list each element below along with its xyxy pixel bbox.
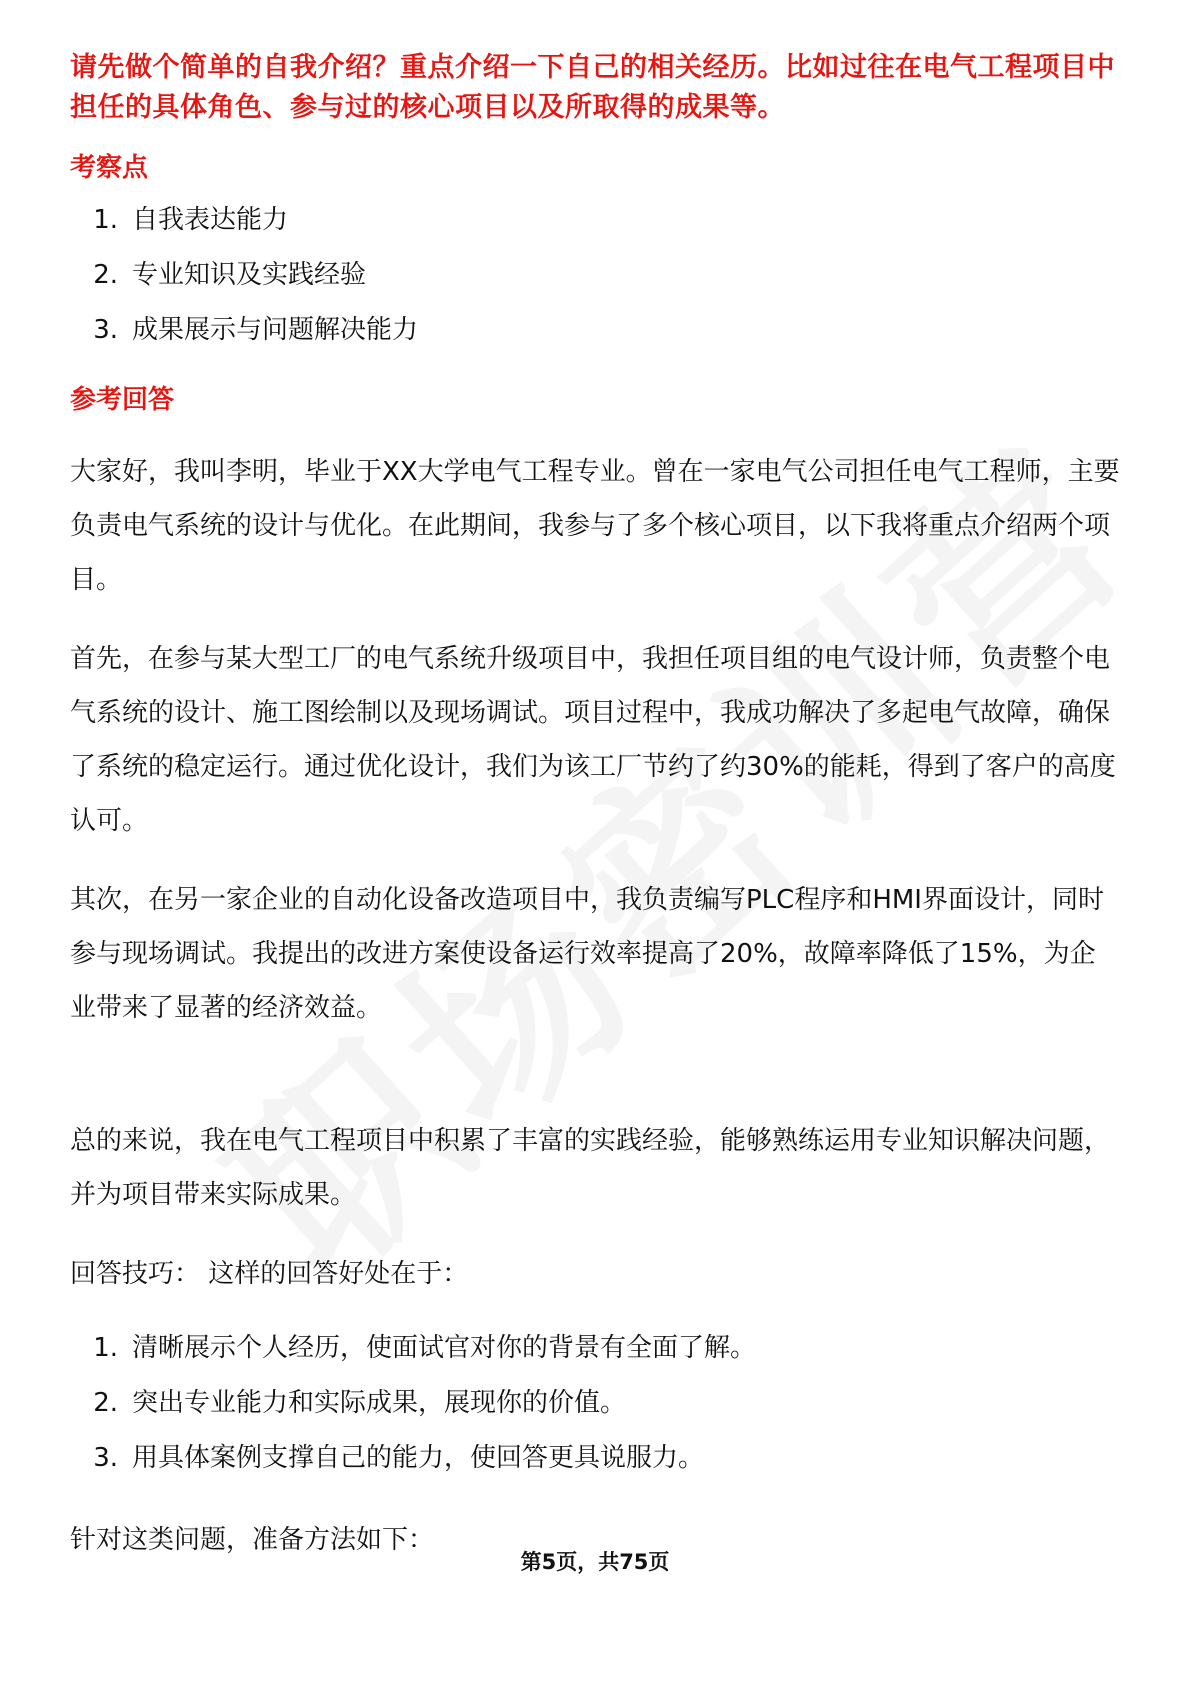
points-list [70, 202, 418, 367]
list-number: 2. [93, 1388, 118, 1418]
list-text: 清晰展示个人经历，使面试官对你的背景有全面了解。 [132, 1333, 757, 1363]
answer-paragraph-project-1: 首先，在参与某大型工厂的电气系统升级项目中，我担任项目组的电气设计师，负责整个电气系统的设计、施工图绘制以及现场调试。项目过程中，我成功解决了多起电气故障，确保了系统的稳定运行。通过优化设计，我们为该工厂节约了约30%的能耗，得到了客户的高度认可。 [70, 644, 1116, 836]
list-number: 3. [93, 315, 118, 345]
list-text: 用具体案例支撑自己的能力，使回答更具说服力。 [132, 1443, 705, 1473]
list-text: 突出专业能力和实际成果，展现你的价值。 [132, 1388, 627, 1418]
list-item [70, 1330, 756, 1366]
list-number: 3. [93, 1443, 118, 1473]
answer-paragraph-intro: 大家好，我叫李明，毕业于XX大学电气工程专业。曾在一家电气公司担任电气工程师，主要负责电气系统的设计与优化。在此期间，我参与了多个核心项目，以下我将重点介绍两个项目。 [70, 457, 1120, 595]
list-number: 2. [93, 260, 118, 290]
points-title: 考察点 [70, 153, 149, 183]
answer-paragraph-summary: 总的来说，我在电气工程项目中积累了丰富的实践经验，能够熟练运用专业知识解决问题，并为项目带来实际成果。 [70, 1126, 1111, 1210]
question-heading: 请先做个简单的自我介绍？重点介绍一下自己的相关经历。比如过往在电气工程项目中担任的具体角色、参与过的核心项目以及所取得的成果等。 [70, 52, 1115, 123]
list-item [70, 1440, 756, 1476]
list-text: 成果展示与问题解决能力 [132, 315, 419, 345]
page-number-footer: 第5页，共75页 [520, 1550, 670, 1574]
list-number: 1. [93, 205, 118, 235]
list-item [70, 202, 418, 238]
tips-intro: 回答技巧： 这样的回答好处在于： [70, 1259, 469, 1289]
tips-list [70, 1330, 756, 1495]
list-number: 1. [93, 1333, 118, 1363]
list-item [70, 1385, 756, 1421]
answer-title: 参考回答 [70, 385, 175, 415]
list-text: 自我表达能力 [132, 205, 289, 235]
document-page [70, 48, 1130, 1555]
prep-intro: 针对这类问题，准备方法如下： [70, 1525, 435, 1555]
list-text: 专业知识及实践经验 [132, 260, 367, 290]
list-item [70, 257, 418, 293]
answer-paragraph-project-2: 其次，在另一家企业的自动化设备改造项目中，我负责编写PLC程序和HMI界面设计，同时参与现场调试。我提出的改进方案使设备运行效率提高了20%，故障率降低了15%，为企业带来了显著的经济效益。 [70, 885, 1104, 1023]
list-item [70, 312, 418, 348]
